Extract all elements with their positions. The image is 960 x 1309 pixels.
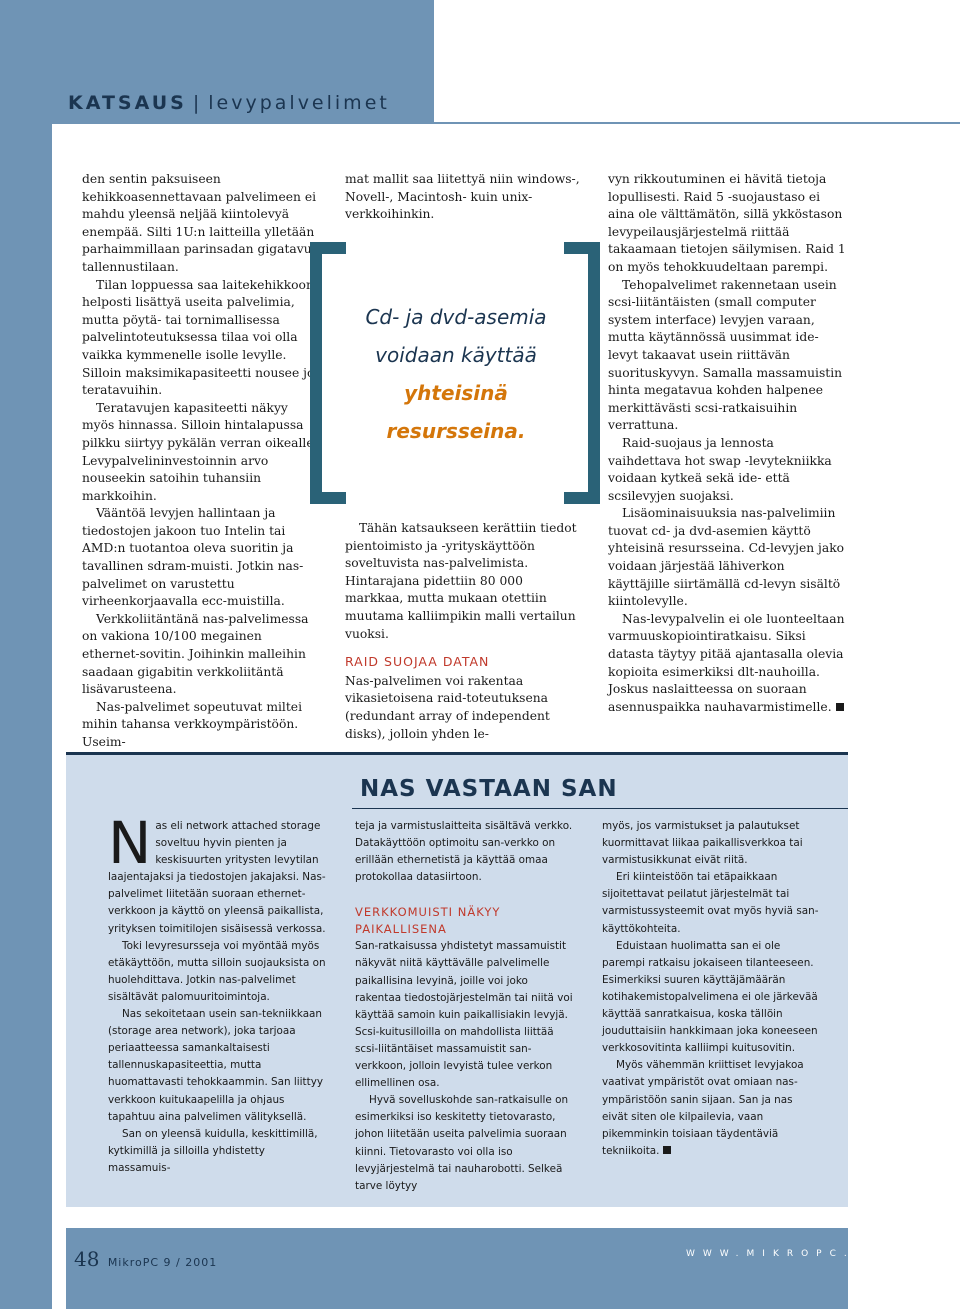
section-header: [68, 92, 390, 114]
left-margin-band: [0, 124, 52, 1309]
paragraph: Eduistaan huolimatta san ei ole parempi ratkaisu jokaiseen tilanteeseen. Esimerkiksi suuren käyttäjämäärän kotihakemistopalvelimena ei ole järkevää käyttää sanratkaisua, koska tällöin jouduttaisiin hankkimaan joka koneeseen verkkosovitinta kalliimpi kuitusovitin.: [602, 939, 818, 1055]
sidebar-title: NAS VASTAAN SAN: [360, 776, 618, 802]
paragraph: den sentin paksuiseen kehikkoasennettavaan palvelimeen ei mahdu yleensä neljää kiintolevyä enempää. Silti 1U:n laitteilla ylletään parhaimmillaan parinsadan gigatavun tallennustilaan.: [82, 172, 320, 274]
paragraph: vyn rikkoutuminen ei hävitä tietoja lopullisesti. Raid 5 -suojaustaso ei aina ole välttämätön, sillä ykköstason levypeilausjärjestelmä riittää takaamaan tietojen säilymisen. Raid 1 on myös tehokkuudeltaan parempi.: [608, 172, 846, 274]
page-footer-left: [74, 1247, 217, 1271]
paragraph: Nas-palvelimen voi rakentaa vikasietoisena raid-toteutuksena (redundant array of independent disks), jolloin yhden le-: [345, 673, 550, 741]
paragraph: [108, 809, 326, 938]
paragraph: Toki levyresursseja voi myöntää myös etäkäyttöön, mutta silloin suojauksista on huolehdittava. Jotkin nas-palvelimet sisältävät palomuuritoimintoja.: [108, 939, 326, 1003]
article-column-2-bottom: [345, 520, 585, 743]
paragraph-text: Myös vähemmän kriittiset levyjakoa vaativat ympäristöt ovat omiaan nas-ympäristöön sanin sijaan. San ja nas eivät siten ole kilpailevia, vaan pikemminkin toisiaan täydentäviä tekniikoita.: [602, 1059, 804, 1157]
subheading: VERKKOMUISTI NÄKYY PAIKALLISENA: [355, 905, 501, 937]
sidebar-column-3: [602, 818, 820, 1160]
paragraph: Hyvä sovelluskohde san-ratkaisulle on esimerkiksi iso keskitetty tietovarasto, johon liitetään useita palvelimia suoraan kiinni. Tietovarasto voi olla iso levyjärjestelmä tai nauharobotti. Selkeä tarve löytyy: [355, 1094, 569, 1192]
paragraph: Eri kiinteistöön tai etäpaikkaan sijoitettavat peilatut järjestelmät tai varmistussysteemit ovat myös hyviä san-käyttökohteita.: [602, 871, 819, 935]
paragraph: Raid-suojaus ja lennosta vaihdettava hot swap -levytekniikka voidaan kytkeä sekä ide- että scsilevyjen suojaksi.: [608, 435, 832, 503]
end-mark-icon: [663, 1146, 671, 1154]
article-column-3: [608, 171, 846, 716]
paragraph: [608, 611, 846, 717]
paragraph: San on yleensä kuidulla, keskittimillä, kytkimillä ja silloilla yhdistetty massamuis-: [108, 1127, 318, 1174]
paragraph: [602, 1057, 820, 1160]
paragraph: myös, jos varmistukset ja palautukset kuormittavat liikaa paikallisverkkoa tai varmistusikkunat eivät riitä.: [602, 820, 803, 867]
pull-quote-text: [350, 298, 562, 450]
paragraph-text: Nas-levypalvelin ei ole luonteeltaan varmuuskopiointiratkaisu. Siksi datasta täytyy pitää ajantasalla olevia kopioita esimerkiksi dlt-nauhoilla. Joskus naslaitteessa on suoraan asennuspaikka nauhavarmistimelle.: [608, 611, 845, 714]
section-separator: |: [192, 92, 203, 114]
subheading: RAID SUOJAA DATAN: [345, 654, 490, 670]
end-mark-icon: [836, 703, 844, 711]
paragraph: Nas-palvelimet sopeutuvat miltei mihin tahansa verkkoympäristöön. Useim-: [82, 699, 303, 749]
drop-cap: N: [108, 809, 152, 877]
quote-line: voidaan käyttää: [375, 343, 537, 367]
pull-quote: [310, 242, 600, 504]
paragraph: Tehopalvelimet rakennetaan usein scsi-liitäntäisten (small computer system interface) levyjen varaan, mutta käytännössä uusimmat ide-levyt takaavat usein riittävän suorituskyvyn. Samalla massamuistin hinta megatavua kohden halpenee merkittävästi scsi-ratkaisuihin verrattuna.: [608, 277, 843, 433]
sidebar-column-2: [355, 818, 573, 1195]
right-bracket: [564, 242, 600, 504]
paragraph: San-ratkaisussa yhdistetyt massamuistit näkyvät niitä käyttävälle palvelimelle paikallisina levyinä, joille voi joko rakentaa tiedostojärjestelmän tai niitä voi käyttää samoin kuin paikallisiakin levyjä. Scsi-kuitusilloilla on mahdollista liittää scsi-liitäntäiset massamuistit san-verkkoon, jolloin levyistä tulee verkon ellimellinen osa.: [355, 940, 573, 1090]
paragraph: teja ja varmistuslaitteita sisältävä verkko. Datakäyttöön optimoitu san-verkko on erillään ethernetistä ja käyttää omaa protokollaa datasiirtoon.: [355, 820, 573, 884]
footer-url: WWW.MIKROPC.NET: [686, 1249, 897, 1259]
paragraph: Vääntöä levyjen hallintaan ja tiedostojen jakoon tuo Intelin tai AMD:n tuotantoa oleva suoritin ja tavallinen sdram-muisti. Jotkin nas-palvelimet on varustettu virheenkorjaavalla ecc-muistilla.: [82, 506, 304, 609]
section-topic: levypalvelimet: [208, 92, 390, 114]
paragraph: Verkkoliitäntänä nas-palvelimessa on vakiona 10/100 megainen ethernet-sovitin. Joihinkin malleihin saadaan gigabitin verkkoliitäntä lisävarusteena.: [82, 611, 309, 697]
sidebar-title-rule: [352, 808, 848, 809]
left-bracket: [310, 242, 346, 504]
magazine-issue: MikroPC 9 / 2001: [107, 1256, 218, 1269]
paragraph: Tilan loppuessa saa laitekehikkoon helposti lisättyä useita palvelimia, mutta pöytä- tai tornimallisessa palvelintoteutuksessa tilaa voi olla vaikka kymmenelle isolle levylle. Silloin maksimikapasiteetti nousee jo teratavuihin.: [82, 277, 315, 398]
article-column-2-top: [345, 171, 585, 224]
quote-line: Cd- ja dvd-asemia: [365, 305, 547, 329]
section-name: KATSAUS: [68, 92, 187, 114]
paragraph: Tähän katsaukseen kerättiin tiedot pientoimisto ja -yrityskäyttöön soveltuvista nas-palvelimista. Hintarajana pidettiin 80 000 markkaa, mutta mukaan otettiin muutama kalliimpikin malli vertailun vuoksi.: [345, 521, 577, 641]
article-column-1: [82, 171, 320, 752]
quote-line-highlight: resursseina.: [386, 419, 526, 443]
paragraph: mat mallit saa liitettyä niin windows-, Novell-, Macintosh- kuin unix-verkkoihinkin.: [345, 172, 580, 222]
page-number: 48: [74, 1247, 100, 1271]
paragraph-text: as eli network attached storage soveltuu hyvin pienten ja keskisuurten yritysten levytilan laajentajaksi ja tiedostojen jakajaksi. Nas-palvelimet liitetään suoraan ethernet-verkkoon ja käyttö on yleensä paikallista, yrityksen toimitilojen sisäisessä verkossa.: [108, 820, 326, 935]
paragraph: Teratavujen kapasiteetti näkyy myös hinnassa. Silloin hintalapussa pilkku siirtyy pykälän verran oikealle. Levypalvelininvestoinnin arvo nouseekin satoihin tuhansiin markkoihin.: [82, 400, 318, 503]
header-rule: [434, 122, 960, 124]
paragraph: Lisäominaisuuksia nas-palvelimiin tuovat cd- ja dvd-asemien käyttö yhteisinä resursseina. Cd-levyjen jako voidaan järjestää lähiverkon käyttäjille siirtämällä cd-levyn sisältö kiintolevylle.: [608, 506, 845, 609]
quote-line-highlight: yhteisinä: [404, 381, 508, 405]
sidebar-column-1: [108, 809, 326, 1177]
paragraph: Nas sekoitetaan usein san-tekniikkaan (storage area network), joka tarjoaa periaatteessa samankaltaisesti tallennuskapasiteettia, mutta huomattavasti tehokkaammin. San liittyy verkkoon kuitukaapelilla ja ohjaus tapahtuu aina palvelimen välityksellä.: [108, 1008, 324, 1123]
